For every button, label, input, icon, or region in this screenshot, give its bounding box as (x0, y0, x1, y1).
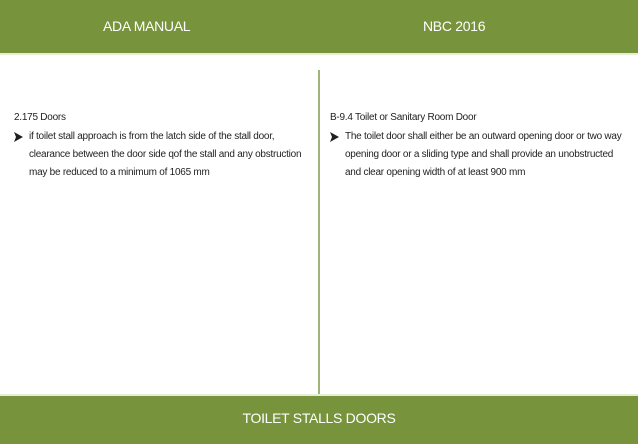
footer-title: TOILET STALLS DOORS (242, 410, 396, 426)
left-column (14, 112, 306, 182)
right-bullet-text: The toilet door shall either be an outward opening door or two way opening door or a sliding type and shall provide an unobstructed and clear opening width of at least 900 mm (345, 131, 622, 178)
header-left-title: ADA MANUAL (103, 18, 191, 34)
left-bullet-text: if toilet stall approach is from the latch side of the stall door, clearance between the door side qof the stall and any obstruction may be reduced to a minimum of 1065 mm (29, 131, 302, 178)
arrow-bullet-icon (330, 128, 345, 146)
right-bullet-item (330, 128, 626, 182)
left-section-title: 2.175 Doors (14, 112, 66, 123)
right-column (330, 112, 626, 182)
right-section-title: B-9.4 Toilet or Sanitary Room Door (330, 112, 477, 123)
header-bar (0, 0, 638, 55)
left-bullet-item (14, 128, 306, 182)
footer-bar (0, 394, 638, 444)
arrow-bullet-icon (14, 128, 29, 146)
header-right-title: NBC 2016 (423, 18, 486, 34)
column-divider (318, 70, 320, 396)
